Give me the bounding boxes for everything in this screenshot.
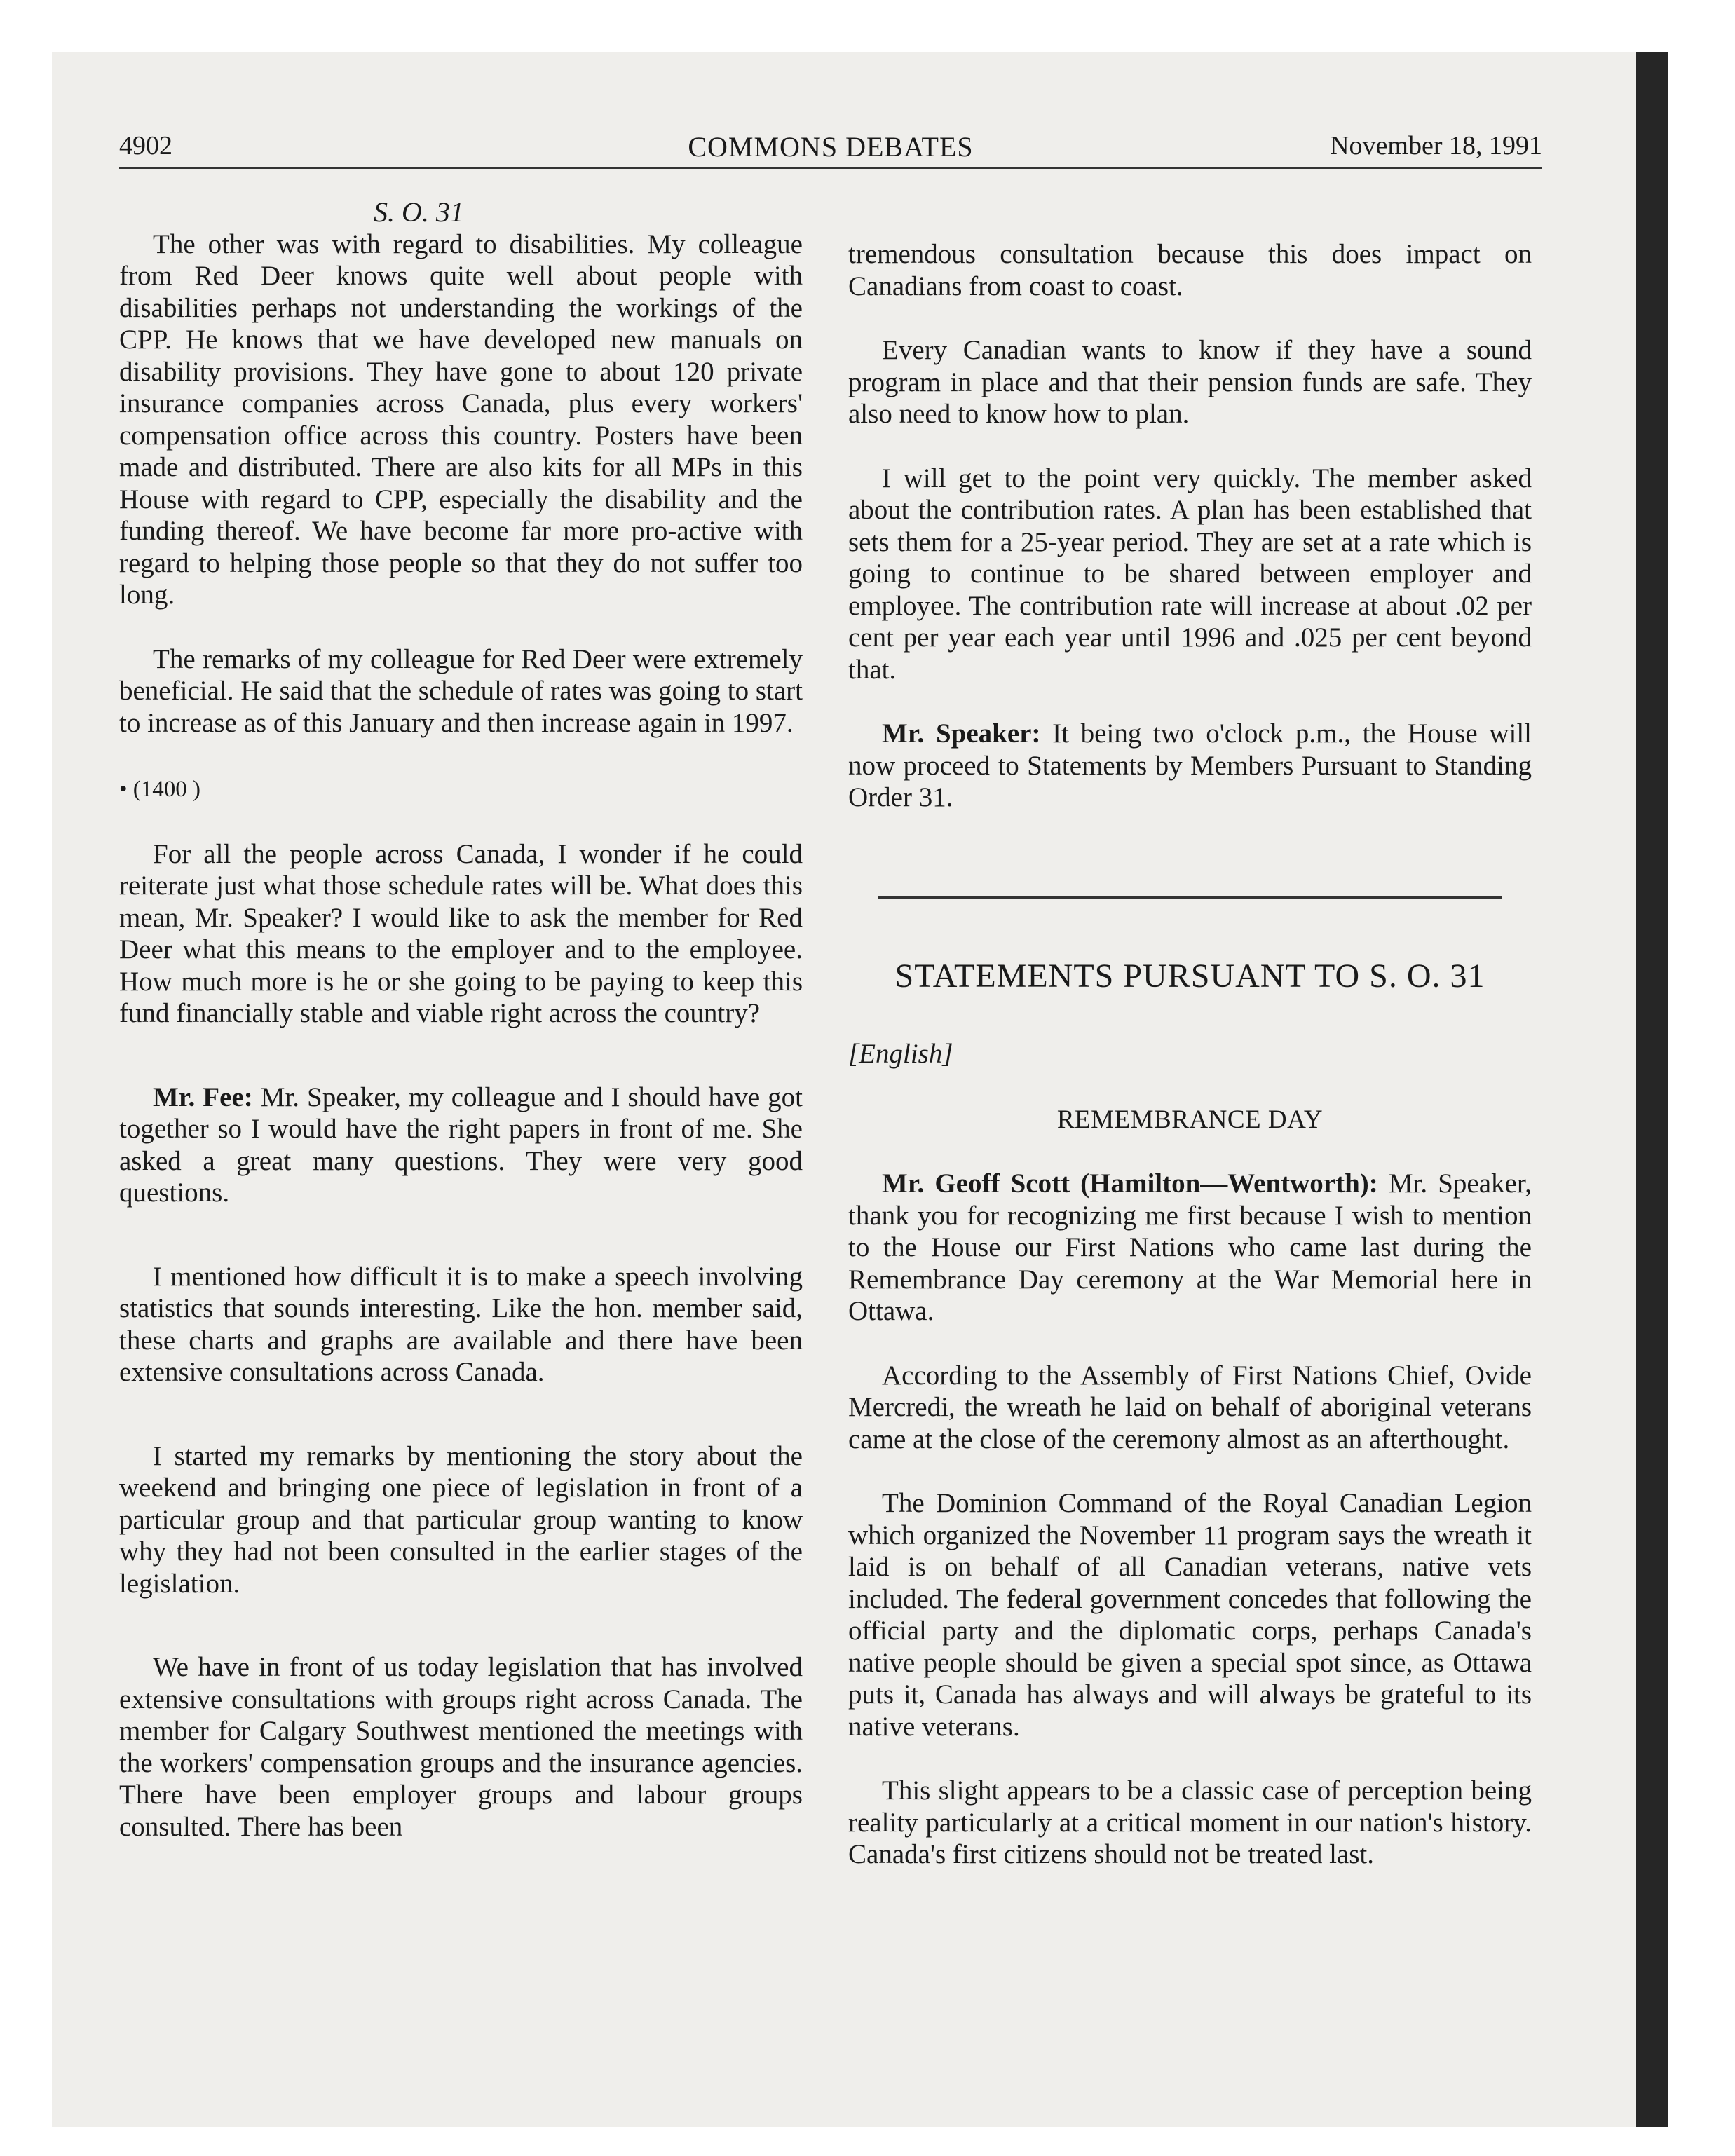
speaker-text: Mr. Speaker, my colleague and I should have got together so I would have the right papers in front of me. She asked a great many questions. They were very good questions. bbox=[119, 1082, 803, 1208]
publication-title: COMMONS DEBATES bbox=[688, 131, 974, 163]
left-column bbox=[119, 196, 803, 1843]
speaker-text: Mr. Speaker, thank you for recognizing me first because I wish to mention to the House our First Nations who came last during the Remembrance Day ceremony at the War Memorial here in Ottawa. bbox=[848, 1168, 1532, 1326]
header-rule bbox=[119, 167, 1542, 169]
scan-edge-shadow bbox=[1636, 52, 1668, 2127]
section-heading: STATEMENTS PURSUANT TO S. O. 31 bbox=[894, 957, 1485, 995]
speaker-name: Mr. Fee: bbox=[153, 1082, 253, 1112]
paragraph: For all the people across Canada, I wonder if he could reiterate just what those schedule rates will be. What does this mean, Mr. Speaker? I would like to ask the member for Red Deer what this means to the employer and to the employee. How much more is he or she going to be paying to keep this fund financially stable and viable right across the country? bbox=[119, 838, 803, 1028]
time-marker: • (1400 ) bbox=[119, 777, 201, 802]
statement-subheading: REMEMBRANCE DAY bbox=[1056, 1105, 1324, 1134]
paragraph: I will get to the point very quickly. The member asked about the contribution rates. A plan has been established that sets them for a 25-year period. They are set at a rate which is going to continue to be shared between employer and employee. The contribution rate will increase at about .02 per cent per year each year until 1996 and .025 per cent beyond that. bbox=[848, 463, 1532, 685]
speaker-paragraph bbox=[848, 718, 1532, 814]
speaker-paragraph bbox=[848, 1168, 1532, 1328]
running-heading: S. O. 31 bbox=[374, 196, 464, 228]
speaker-paragraph bbox=[119, 1082, 803, 1209]
paragraph-continued: tremendous consultation because this does impact on Canadians from coast to coast. bbox=[848, 239, 1532, 301]
speaker-text: It being two o'clock p.m., the House will now proceed to Statements by Members Pursuant to Standing Order 31. bbox=[848, 718, 1532, 812]
paragraph: The other was with regard to disabilities. My colleague from Red Deer knows quite well about people with disabilities perhaps not understanding the workings of the CPP. He knows that we have developed new manuals on disability provisions. They have gone to about 120 private insurance companies across Canada, plus every workers' compensation office across this country. Posters have been made and distributed. There are also kits for all MPs in this House with regard to CPP, especially the disability and the funding thereof. We have become far more pro-active with regard to helping those people so that they do not suffer too long. bbox=[119, 228, 803, 610]
paragraph: Every Canadian wants to know if they have a sound program in place and that their pension funds are safe. They also need to know how to plan. bbox=[848, 335, 1532, 429]
speaker-name: Mr. Speaker: bbox=[882, 718, 1041, 749]
page-date: November 18, 1991 bbox=[1330, 131, 1542, 161]
paragraph: I mentioned how difficult it is to make a speech involving statistics that sounds interesting. Like the hon. member said, these charts and graphs are available and there have been extensive consultations across Canada. bbox=[119, 1261, 803, 1387]
paragraph: This slight appears to be a classic case of perception being reality particularly at a critical moment in our nation's history. Canada's first citizens should not be treated last. bbox=[848, 1775, 1532, 1869]
speaker-name: Mr. Geoff Scott (Hamilton—Wentworth): bbox=[882, 1168, 1378, 1199]
right-column bbox=[848, 196, 1532, 1871]
language-tag: [English] bbox=[848, 1039, 953, 1069]
paragraph: We have in front of us today legislation that has involved extensive consultations with groups right across Canada. The member for Calgary Southwest mentioned the meetings with the workers' compensation groups and the insurance agencies. There have been employer groups and labour groups consulted. There has been bbox=[119, 1652, 803, 1842]
page-number: 4902 bbox=[119, 131, 172, 161]
paragraph: The Dominion Command of the Royal Canadian Legion which organized the November 11 program says the wreath it laid is on behalf of all Canadian veterans, native vets included. The federal government concedes that following the official party and the diplomatic corps, perhaps Canada's native people should be given a special spot since, as Ottawa puts it, Canada has always and will always be grateful to its native veterans. bbox=[848, 1488, 1532, 1742]
section-divider bbox=[878, 896, 1502, 899]
paragraph: I started my remarks by mentioning the story about the weekend and bringing one piece of legislation in front of a particular group and that particular group wanting to know why they had not been consulted in the earlier stages of the legislation. bbox=[119, 1440, 803, 1599]
page-header bbox=[119, 125, 1542, 167]
paragraph: The remarks of my colleague for Red Deer were extremely beneficial. He said that the schedule of rates was going to start to increase as of this January and then increase again in 1997. bbox=[119, 643, 803, 738]
paragraph: According to the Assembly of First Nations Chief, Ovide Mercredi, the wreath he laid on behalf of aboriginal veterans came at the close of the ceremony almost as an afterthought. bbox=[848, 1360, 1532, 1454]
